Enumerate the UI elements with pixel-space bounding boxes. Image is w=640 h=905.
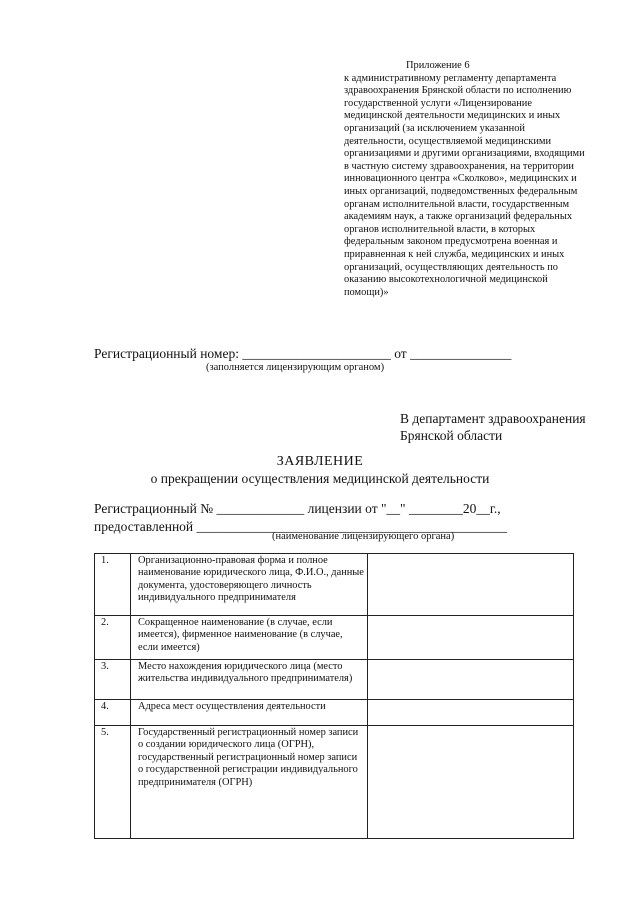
row-label: Сокращенное наименование (в случае, если имеется), фирменное наименование (в случае, если имеется)	[131, 616, 368, 660]
document-subtitle: о прекращении осуществления медицинской деятельности	[150, 471, 490, 486]
row-label: Государственный регистрационный номер записи о создании юридического лица (ОГРН), государственный регистрационный номер записи о государственной регистрации индивидуального предпринимателя (ОГРН)	[131, 726, 368, 839]
appendix-line: организаций, осуществляющих деятельность по	[344, 261, 558, 273]
registration-number-field[interactable]: ______________________	[242, 346, 391, 361]
appendix-block	[344, 60, 606, 299]
row-number: 2.	[95, 616, 131, 660]
table-row	[95, 726, 574, 839]
appendix-line: деятельности, осуществляемой медицинскими	[344, 135, 552, 147]
registration-date-field[interactable]: _______________	[410, 346, 512, 361]
registration-from-label: от	[394, 346, 407, 361]
appendix-line: приравненная к ней служба, медицинских и иных	[344, 248, 565, 260]
table-row	[95, 660, 574, 700]
license-number-line[interactable]: Регистрационный № _____________ лицензии от "__" ________20__г.,	[94, 501, 501, 516]
row-number: 4.	[95, 700, 131, 726]
appendix-line: академиям наук, а также организаций федеральных	[344, 211, 573, 223]
recipient-line-2: Брянской области	[400, 428, 503, 443]
applicant-info-table	[94, 553, 574, 839]
recipient-line-1: В департамент здравоохранения	[400, 411, 586, 426]
appendix-line: иных организаций, подведомственных федеральным	[344, 185, 578, 197]
row-number: 1.	[95, 554, 131, 616]
appendix-line: к административному регламенту департамента	[344, 72, 557, 84]
document-title: ЗАЯВЛЕНИЕ	[276, 454, 364, 469]
row-label: Организационно-правовая форма и полное наименование юридического лица, Ф.И.О., данные документа, удостоверяющего личность индивидуального предпринимателя	[131, 554, 368, 616]
table-row	[95, 700, 574, 726]
registration-label: Регистрационный номер:	[94, 346, 239, 361]
license-issuer-line[interactable]: предоставленной ______________________________________________	[94, 519, 508, 534]
appendix-line: помощи)»	[344, 286, 389, 298]
appendix-line: федеральным законом предусмотрена военная и	[344, 236, 558, 248]
registration-number-line	[94, 346, 511, 362]
appendix-line: в частную систему здравоохранения, на территории	[344, 160, 574, 172]
row-label: Место нахождения юридического лица (место жительства индивидуального предпринимателя)	[131, 660, 368, 700]
license-issuer-note: (наименование лицензирующего органа)	[272, 531, 455, 542]
appendix-line: организаций (за исключением указанной	[344, 122, 525, 134]
row-value-field[interactable]	[368, 700, 574, 726]
row-number: 5.	[95, 726, 131, 839]
row-label: Адреса мест осуществления деятельности	[131, 700, 368, 726]
table-row	[95, 554, 574, 616]
appendix-line: инновационного центра «Сколково», медицинских и	[344, 173, 577, 185]
appendix-title: Приложение 6	[406, 60, 470, 71]
appendix-line: оказанию высокотехнологичной медицинской	[344, 274, 548, 286]
appendix-line: медицинской деятельности медицинских и иных	[344, 110, 561, 122]
row-value-field[interactable]	[368, 616, 574, 660]
row-value-field[interactable]	[368, 554, 574, 616]
recipient-block	[400, 410, 586, 444]
appendix-line: органов исполнительной власти, в которых	[344, 223, 536, 235]
row-number: 3.	[95, 660, 131, 700]
appendix-line: государственной услуги «Лицензирование	[344, 97, 532, 109]
appendix-line: органам исполнительной власти, государственным	[344, 198, 570, 210]
appendix-line: организациями и другими организациями, входящими	[344, 148, 585, 160]
registration-note: (заполняется лицензирующим органом)	[206, 362, 385, 373]
row-value-field[interactable]	[368, 726, 574, 839]
row-value-field[interactable]	[368, 660, 574, 700]
table-row	[95, 616, 574, 660]
appendix-line: здравоохранения Брянской области по исполнению	[344, 85, 572, 97]
